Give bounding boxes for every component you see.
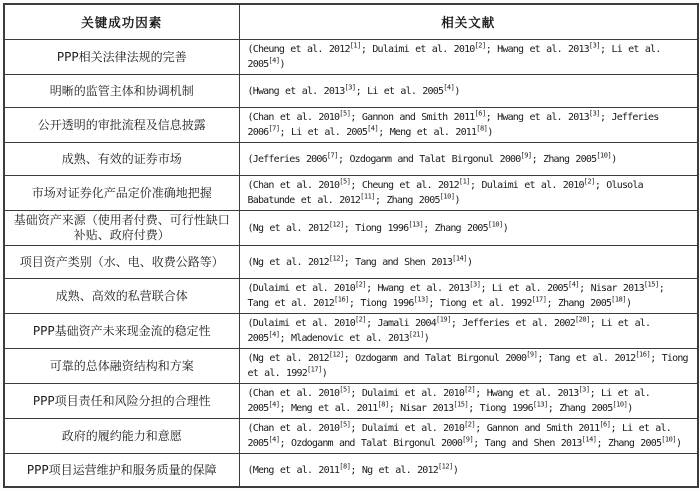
citation-ref-number: [17] bbox=[531, 295, 547, 304]
table-row bbox=[4, 75, 698, 108]
table-row bbox=[4, 108, 698, 143]
column-header-related-literature: 相关文献 bbox=[239, 4, 698, 40]
column-header-success-factors: 关键成功因素 bbox=[4, 4, 239, 40]
factor-cell: PPP相关法律法规的完善 bbox=[4, 40, 239, 75]
citation-ref-number: [1] bbox=[349, 41, 361, 50]
table-row bbox=[4, 40, 698, 75]
table-row bbox=[4, 246, 698, 279]
citation-ref-number: [13] bbox=[413, 295, 429, 304]
citation-ref-number: [10] bbox=[596, 151, 612, 160]
table-row bbox=[4, 454, 698, 488]
factor-cell: 明晰的监管主体和协调机制 bbox=[4, 75, 239, 108]
citation-ref-number: [3] bbox=[588, 109, 601, 118]
citation-ref-number: [6] bbox=[474, 109, 486, 118]
citation-ref-number: [2] bbox=[583, 177, 595, 186]
citation-ref-number: [9] bbox=[462, 435, 474, 444]
table-row bbox=[4, 176, 698, 211]
citation-ref-number: [2] bbox=[464, 385, 476, 394]
citation-ref-number: [5] bbox=[339, 420, 351, 429]
citation-ref-number: [9] bbox=[526, 350, 538, 359]
csf-literature-table bbox=[3, 3, 699, 488]
citation-ref-number: [7] bbox=[268, 124, 280, 133]
citation-ref-number: [20] bbox=[574, 315, 590, 324]
citation-ref-number: [5] bbox=[339, 109, 351, 118]
references-cell: (Hwang et al. 2013[3]; Li et al. 2005[4]) bbox=[239, 75, 698, 108]
references-cell: (Jefferies 2006[7]; Ozdoganm and Talat Birgonul 2000[9]; Zhang 2005[10]) bbox=[239, 143, 698, 176]
citation-ref-number: [3] bbox=[469, 280, 481, 289]
citation-ref-number: [13] bbox=[408, 220, 424, 229]
citation-ref-number: [4] bbox=[268, 435, 280, 444]
citation-ref-number: [16] bbox=[334, 295, 349, 304]
factor-cell: PPP基础资产未来现金流的稳定性 bbox=[4, 314, 239, 349]
factor-cell: 成熟、有效的证券市场 bbox=[4, 143, 239, 176]
citation-ref-number: [3] bbox=[588, 41, 601, 50]
citation-ref-number: [12] bbox=[437, 462, 453, 471]
table-row bbox=[4, 314, 698, 349]
references-cell: (Chan et al. 2010[5]; Cheung et al. 2012[1]; Dulaimi et al. 2010[2]; Olusola Babatunde et al. 2012[11]; Zhang 2005[10]) bbox=[239, 176, 698, 211]
factor-cell: 可靠的总体融资结构和方案 bbox=[4, 349, 239, 384]
citation-ref-number: [5] bbox=[339, 385, 351, 394]
citation-ref-number: [10] bbox=[487, 220, 503, 229]
citation-ref-number: [12] bbox=[328, 254, 344, 263]
citation-ref-number: [1] bbox=[458, 177, 471, 186]
citation-ref-number: [18] bbox=[611, 295, 627, 304]
table-row bbox=[4, 419, 698, 454]
citation-ref-number: [2] bbox=[354, 315, 367, 324]
factor-cell: 成熟、高效的私营联合体 bbox=[4, 279, 239, 314]
citation-ref-number: [12] bbox=[328, 220, 344, 229]
references-cell: (Ng et al. 2012[12]; Ozdoganm and Talat Birgonul 2000[9]; Tang et al. 2012[16]; Tiong et al. 1992[17]) bbox=[239, 349, 698, 384]
citation-ref-number: [10] bbox=[612, 400, 628, 409]
citation-ref-number: [17] bbox=[306, 365, 322, 374]
factor-cell: 政府的履约能力和意愿 bbox=[4, 419, 239, 454]
citation-ref-number: [4] bbox=[268, 400, 280, 409]
citation-ref-number: [2] bbox=[464, 420, 476, 429]
citation-ref-number: [4] bbox=[367, 124, 379, 133]
citation-ref-number: [4] bbox=[268, 330, 280, 339]
citation-ref-number: [14] bbox=[581, 435, 597, 444]
citation-ref-number: [12] bbox=[328, 350, 344, 359]
citation-ref-number: [9] bbox=[520, 151, 532, 160]
references-cell: (Cheung et al. 2012[1]; Dulaimi et al. 2010[2]; Hwang et al. 2013[3]; Li et al. 2005[4]) bbox=[239, 40, 698, 75]
references-cell: (Chan et al. 2010[5]; Dulaimi et al. 2010[2]; Hwang et al. 2013[3]; Li et al. 2005[4]; Meng et al. 2011[8]; Nisar 2013[15]; Tiong 1996[13]; Zhang 2005[10]) bbox=[239, 384, 698, 419]
citation-ref-number: [21] bbox=[408, 330, 424, 339]
citation-ref-number: [13] bbox=[532, 400, 548, 409]
factor-cell: 项目资产类别（水、电、收费公路等） bbox=[4, 246, 239, 279]
citation-ref-number: [19] bbox=[435, 315, 451, 324]
citation-ref-number: [7] bbox=[326, 151, 338, 160]
table-row bbox=[4, 143, 698, 176]
references-cell: (Meng et al. 2011[8]; Ng et al. 2012[12]) bbox=[239, 454, 698, 488]
header-row bbox=[4, 4, 698, 40]
table-row bbox=[4, 211, 698, 246]
table-row bbox=[4, 279, 698, 314]
citation-ref-number: [6] bbox=[599, 420, 611, 429]
citation-ref-number: [2] bbox=[354, 280, 367, 289]
table-body bbox=[4, 40, 698, 488]
factor-cell: 基础资产来源（使用者付费、可行性缺口补贴、政府付费） bbox=[4, 211, 239, 246]
factor-cell: PPP项目责任和风险分担的合理性 bbox=[4, 384, 239, 419]
citation-ref-number: [8] bbox=[476, 124, 488, 133]
citation-ref-number: [5] bbox=[339, 177, 351, 186]
table-header bbox=[4, 4, 698, 40]
citation-ref-number: [10] bbox=[439, 192, 455, 201]
citation-ref-number: [4] bbox=[443, 83, 455, 92]
citation-ref-number: [4] bbox=[568, 280, 580, 289]
citation-ref-number: [2] bbox=[474, 41, 486, 50]
citation-ref-number: [15] bbox=[643, 280, 659, 289]
citation-ref-number: [4] bbox=[268, 56, 280, 65]
references-cell: (Chan et al. 2010[5]; Dulaimi et al. 2010[2]; Gannon and Smith 2011[6]; Li et al. 2005[4]; Ozdoganm and Talat Birgonul 2000[9]; Tang and Shen 2013[14]; Zhang 2005[10]) bbox=[239, 419, 698, 454]
factor-cell: PPP项目运营维护和服务质量的保障 bbox=[4, 454, 239, 488]
citation-ref-number: [3] bbox=[578, 385, 590, 394]
references-cell: (Dulaimi et al. 2010[2]; Jamali 2004[19]; Jefferies et al. 2002[20]; Li et al. 2005[4]; Mladenovic et al. 2013[21]) bbox=[239, 314, 698, 349]
references-cell: (Chan et al. 2010[5]; Gannon and Smith 2011[6]; Hwang et al. 2013[3]; Jefferies 2006[7]; Li et al. 2005[4]; Meng et al. 2011[8]) bbox=[239, 108, 698, 143]
factor-cell: 公开透明的审批流程及信息披露 bbox=[4, 108, 239, 143]
references-cell: (Dulaimi et al. 2010[2]; Hwang et al. 2013[3]; Li et al. 2005[4]; Nisar 2013[15]; Tang et al. 2012[16]; Tiong 1996[13]; Tiong et al. 1992[17]; Zhang 2005[18]) bbox=[239, 279, 698, 314]
citation-ref-number: [16] bbox=[635, 350, 651, 359]
citation-ref-number: [11] bbox=[360, 192, 375, 201]
table-row bbox=[4, 384, 698, 419]
citation-ref-number: [3] bbox=[344, 83, 356, 92]
citation-ref-number: [8] bbox=[377, 400, 389, 409]
factor-cell: 市场对证券化产品定价准确地把握 bbox=[4, 176, 239, 211]
citation-ref-number: [14] bbox=[452, 254, 467, 263]
citation-ref-number: [15] bbox=[453, 400, 469, 409]
citation-ref-number: [8] bbox=[339, 462, 351, 471]
references-cell: (Ng et al. 2012[12]; Tiong 1996[13]; Zhang 2005[10]) bbox=[239, 211, 698, 246]
citation-ref-number: [10] bbox=[661, 435, 677, 444]
references-cell: (Ng et al. 2012[12]; Tang and Shen 2013[14]) bbox=[239, 246, 698, 279]
table-row bbox=[4, 349, 698, 384]
